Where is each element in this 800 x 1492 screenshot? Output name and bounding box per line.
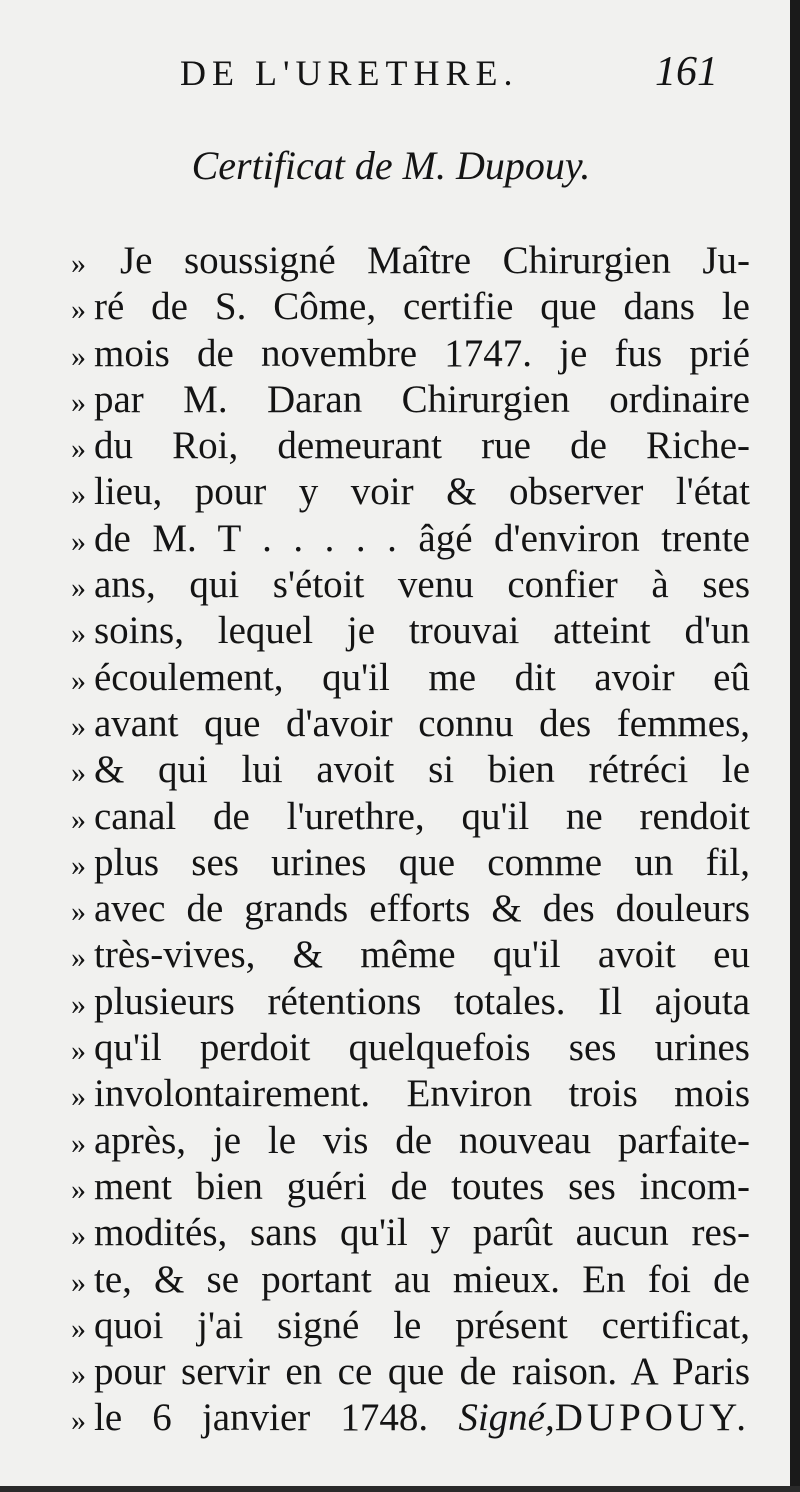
quote-mark: » (71, 1219, 86, 1253)
text-line (42, 238, 750, 284)
line-text: qu'il perdoit quelquefois ses urines (94, 1026, 750, 1070)
line-text: & qui lui avoit si bien rétréci le (94, 748, 750, 792)
line-text: mois de novembre 1747. je fus prié (94, 331, 750, 375)
line-text: du Roi, demeurant rue de Riche- (94, 424, 750, 468)
quote-mark: » (71, 478, 86, 512)
line-text: par M. Daran Chirurgien ordinaire (94, 377, 750, 421)
line-text: pour servir en ce que de raison. A Paris (94, 1350, 750, 1394)
line-text: avec de grands efforts & des douleurs (94, 887, 750, 931)
text-line (42, 979, 750, 1025)
text-line (42, 284, 750, 330)
line-text: quoi j'ai signé le présent certificat, (94, 1303, 750, 1347)
line-text: avant que d'avoir connu des femmes, (94, 701, 750, 745)
line-text: de M. T . . . . . âgé d'environ trente (94, 516, 750, 560)
quote-mark: » (71, 987, 86, 1021)
quote-mark: » (71, 756, 86, 790)
text-line (42, 701, 750, 747)
quote-mark: » (71, 1034, 86, 1068)
text-line (42, 469, 750, 515)
line-text: Je soussigné Maître Chirurgien Ju- (120, 239, 750, 282)
quote-mark: » (71, 848, 86, 882)
text-line (42, 562, 750, 608)
line-text: lieu, pour y voir & observer l'état (94, 470, 750, 514)
quote-mark: » (71, 1404, 86, 1438)
line-text: plus ses urines que comme un fil, (94, 840, 750, 884)
text-line (42, 1118, 750, 1164)
page-number: 161 (655, 49, 718, 95)
line-text: te, & se portant au mieux. En foi de (94, 1257, 750, 1301)
line-text: écoulement, qu'il me dit avoir eû (94, 655, 750, 699)
text-line (42, 747, 750, 793)
quote-mark: » (71, 524, 86, 558)
text-line (42, 331, 750, 377)
quote-mark: » (71, 432, 86, 466)
quote-mark: » (71, 1080, 86, 1114)
line-text: plusieurs rétentions totales. Il ajouta (94, 979, 750, 1023)
certificate-text (42, 238, 750, 1442)
signer-name: DUPOUY. (554, 1396, 750, 1440)
quote-mark: » (71, 1311, 86, 1345)
text-line (42, 840, 750, 886)
quote-mark: » (71, 709, 86, 743)
quote-mark: » (71, 293, 86, 327)
quote-mark: » (71, 247, 86, 280)
line-text: modités, sans qu'il y parût aucun res- (94, 1211, 750, 1255)
text-line (42, 886, 750, 932)
line-text: après, je le vis de nouveau parfaite- (94, 1118, 750, 1162)
quote-mark: » (71, 895, 86, 929)
page-bottom-edge (0, 1486, 800, 1492)
text-line (42, 1257, 750, 1303)
line-text: ré de S. Côme, certifie que dans le (94, 285, 750, 329)
signed-label: Signé, (458, 1396, 555, 1440)
page-edge-shadow (790, 0, 800, 1492)
quote-mark: » (71, 1358, 86, 1392)
line-text: ans, qui s'étoit venu confier à ses (94, 563, 750, 607)
text-line (42, 1071, 750, 1117)
quote-mark: » (71, 1126, 86, 1160)
quote-mark: » (71, 802, 86, 836)
quote-mark: » (71, 617, 86, 651)
certificate-title: Certificat de M. Dupouy. (191, 143, 591, 188)
line-text: canal de l'urethre, qu'il ne rendoit (94, 794, 750, 838)
quote-mark: » (71, 1265, 86, 1299)
text-line (42, 1164, 750, 1210)
quote-mark: » (71, 339, 86, 373)
quote-mark: » (71, 663, 86, 697)
line-text: soins, lequel je trouvai atteint d'un (94, 609, 750, 653)
text-line (42, 1025, 750, 1071)
text-line (42, 423, 750, 469)
signature-line (42, 1395, 750, 1441)
date-text: le 6 janvier 1748. (94, 1396, 429, 1440)
text-line (42, 1303, 750, 1349)
line-text: très-vives, & même qu'il avoit eu (94, 933, 750, 977)
quote-mark: » (71, 1172, 86, 1206)
line-text: involontairement. Environ trois mois (94, 1072, 750, 1116)
text-line (42, 377, 750, 423)
quote-mark: » (71, 385, 86, 419)
text-line (42, 794, 750, 840)
text-line (42, 932, 750, 978)
text-line (42, 516, 750, 562)
line-text: ment bien guéri de toutes ses incom- (94, 1164, 750, 1208)
text-line (42, 655, 750, 701)
running-head: DE L'URETHRE. (180, 53, 519, 93)
text-line (42, 608, 750, 654)
text-line (42, 1349, 750, 1395)
text-line (42, 1210, 750, 1256)
quote-mark: » (71, 941, 86, 975)
quote-mark: » (71, 571, 86, 605)
